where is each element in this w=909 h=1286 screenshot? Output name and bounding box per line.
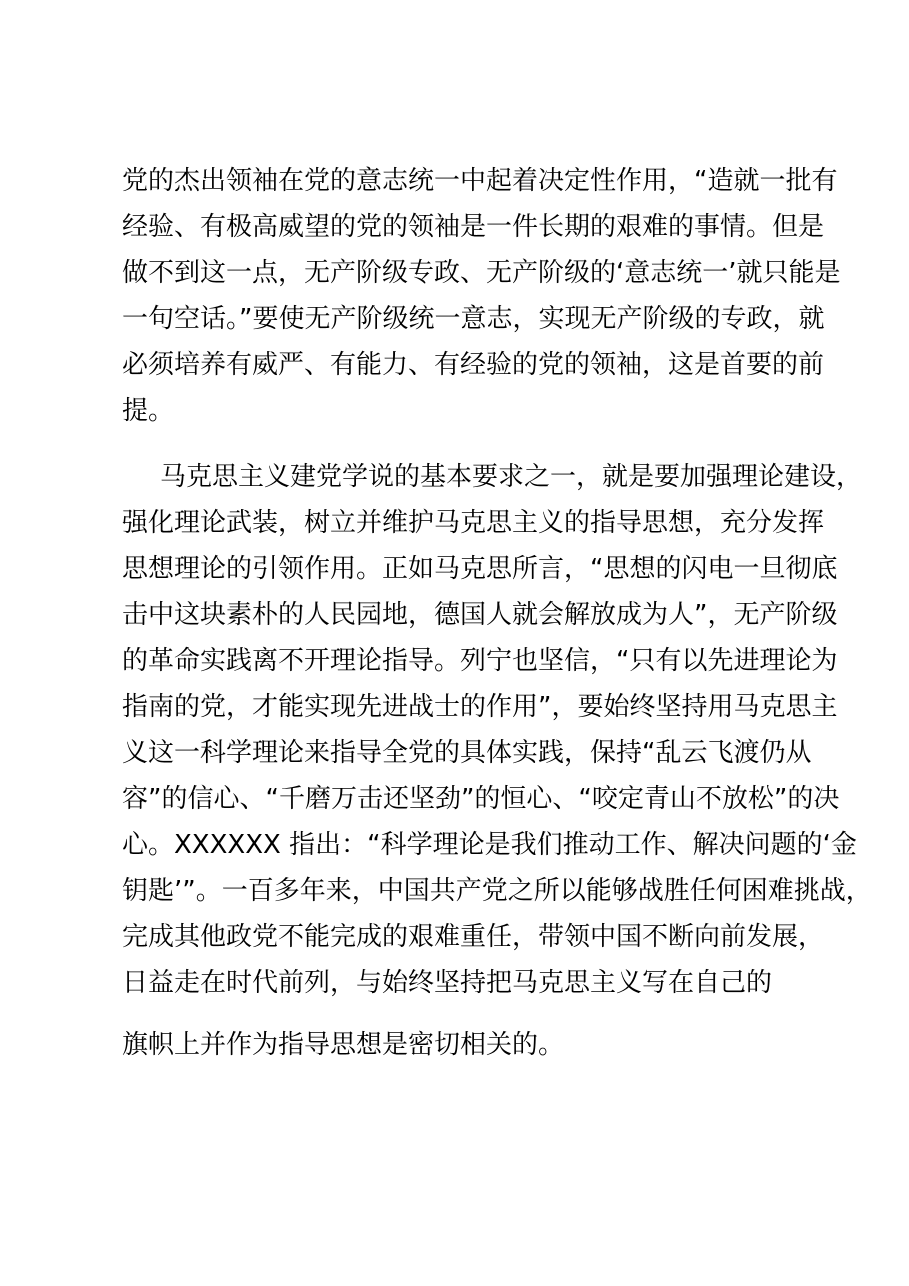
paragraph-2-line-8: 容”的信心、“千磨万击还坚劲”的恒心、“咬定青山不放松”的决 bbox=[122, 784, 840, 814]
paragraph-2-line-1: 马克思主义建党学说的基本要求之一，就是要加强理论建设， bbox=[160, 462, 863, 492]
paragraph-2-line-9: 心。XXXXXX 指出：“科学理论是我们推动工作、解决问题的‘金 bbox=[122, 830, 857, 860]
paragraph-2-line-7: 义这一科学理论来指导全党的具体实践，保持“乱云飞渡仍从 bbox=[122, 738, 812, 768]
paragraph-1-line-1: 党的杰出领袖在党的意志统一中起着决定性作用，“造就一批有 bbox=[122, 166, 838, 196]
paragraph-2-line-13: 旗帜上并作为指导思想是密切相关的。 bbox=[122, 1030, 565, 1060]
paragraph-2-line-10: 钥匙’”。一百多年来，中国共产党之所以能够战胜任何困难挑战， bbox=[122, 876, 872, 906]
paragraph-1-line-4: 一句空话。”要使无产阶级统一意志，实现无产阶级的专政，就 bbox=[122, 304, 825, 334]
paragraph-2-line-3: 思想理论的引领作用。正如马克思所言，“思想的闪电一旦彻底 bbox=[122, 554, 838, 584]
paragraph-2-line-2: 强化理论武装，树立并维护马克思主义的指导思想，充分发挥 bbox=[122, 508, 825, 538]
paragraph-2-line-4: 击中这块素朴的人民园地，德国人就会解放成为人”，无产阶级 bbox=[122, 600, 838, 630]
paragraph-2-line-5: 的革命实践离不开理论指导。列宁也坚信，“只有以先进理论为 bbox=[122, 646, 838, 676]
paragraph-2-line-11: 完成其他政党不能完成的艰难重任，带领中国不断向前发展， bbox=[122, 922, 825, 952]
paragraph-1-line-5: 必须培养有威严、有能力、有经验的党的领袖，这是首要的前 bbox=[122, 350, 825, 380]
paragraph-1-line-6: 提。 bbox=[122, 396, 175, 426]
paragraph-1-line-2: 经验、有极高威望的党的领袖是一件长期的艰难的事情。但是 bbox=[122, 212, 825, 242]
paragraph-1-line-3: 做不到这一点，无产阶级专政、无产阶级的‘意志统一’就只能是 bbox=[122, 258, 841, 288]
paragraph-2-line-6: 指南的党，才能实现先进战士的作用”，要始终坚持用马克思主 bbox=[122, 692, 838, 722]
paragraph-2-line-12: 日益走在时代前列，与始终坚持把马克思主义写在自己的 bbox=[122, 968, 773, 998]
